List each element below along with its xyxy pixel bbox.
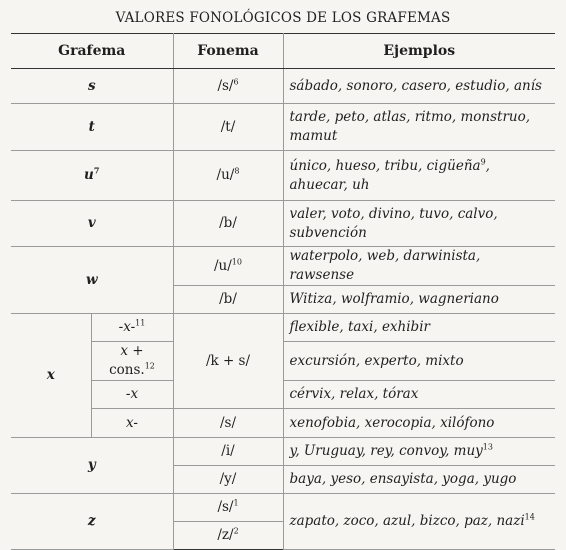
fonema-cell: /u/$^8$ <box>173 151 283 201</box>
ejemplos-cell: waterpolo, web, darwinista, rawsense <box>283 247 555 286</box>
table-title: VALORES FONOLÓGICOS DE LOS GRAFEMAS <box>115 10 451 26</box>
ejemplos-cell: sábado, sonoro, casero, estudio, anís <box>283 69 555 104</box>
grafema-cell: w <box>11 247 173 314</box>
table-row <box>11 69 555 104</box>
fonema-cell: /s/ <box>173 409 283 438</box>
ejemplos-cell: tarde, peto, atlas, ritmo, monstruo, mamut <box>283 104 555 151</box>
grafema-cell: z <box>11 494 173 550</box>
grafema-cell: $u^7$ <box>11 151 173 201</box>
grafema-cell: s <box>11 69 173 104</box>
header-grafema: Grafema <box>11 34 173 69</box>
grafema-context-cell: -x-$^{11}$ <box>91 314 173 342</box>
fonema-cell: /k + s/ <box>173 314 283 409</box>
fonema-cell: /t/ <box>173 104 283 151</box>
header-fonema: Fonema <box>173 34 283 69</box>
fonema-cell: /b/ <box>173 201 283 247</box>
table-row <box>11 494 555 522</box>
table-row <box>11 342 555 381</box>
table-row <box>11 104 555 151</box>
fonema-cell: /i/ <box>173 438 283 466</box>
ejemplos-cell: zapato, zoco, azul, bizco, paz, nazi$^{14}$ <box>283 494 555 550</box>
grafema-context-cell: x- <box>91 409 173 438</box>
table-row <box>11 314 555 342</box>
grafema-cell: v <box>11 201 173 247</box>
ejemplos-cell: cérvix, relax, tórax <box>283 381 555 409</box>
fonema-cell: /y/ <box>173 466 283 494</box>
grafema-cell: x <box>11 314 91 438</box>
ejemplos-cell: flexible, taxi, exhibir <box>283 314 555 342</box>
ejemplos-cell: valer, voto, divino, tuvo, calvo, subvención <box>283 201 555 247</box>
grafema-context-cell: -x <box>91 381 173 409</box>
table-row <box>11 409 555 438</box>
ejemplos-cell: excursión, experto, mixto <box>283 342 555 381</box>
fonema-cell: /s/$^6$ <box>173 69 283 104</box>
table-row <box>11 381 555 409</box>
grafema-cell: t <box>11 104 173 151</box>
header-row <box>11 34 555 69</box>
fonema-cell: /z/$^2$ <box>173 522 283 550</box>
table-row <box>11 247 555 286</box>
fonema-cell: /b/ <box>173 286 283 314</box>
fonema-cell: /s/$^1$ <box>173 494 283 522</box>
ejemplos-cell: y, Uruguay, rey, convoy, muy$^{13}$ <box>283 438 555 466</box>
table-row <box>11 438 555 466</box>
table-row <box>11 201 555 247</box>
ejemplos-cell: Witiza, wolframio, wagneriano <box>283 286 555 314</box>
fonema-cell: /u/$^{10}$ <box>173 247 283 286</box>
phonological-values-table <box>11 33 555 550</box>
ejemplos-cell: único, hueso, tribu, cigüeña$^9$, ahuecar, uh <box>283 151 555 201</box>
ejemplos-cell: xenofobia, xerocopia, xilófono <box>283 409 555 438</box>
ejemplos-cell: baya, yeso, ensayista, yoga, yugo <box>283 466 555 494</box>
grafema-context-cell: x + cons.$^{12}$ <box>91 342 173 381</box>
grafema-cell: y <box>11 438 173 494</box>
header-ejemplos: Ejemplos <box>283 34 555 69</box>
table-row <box>11 151 555 201</box>
